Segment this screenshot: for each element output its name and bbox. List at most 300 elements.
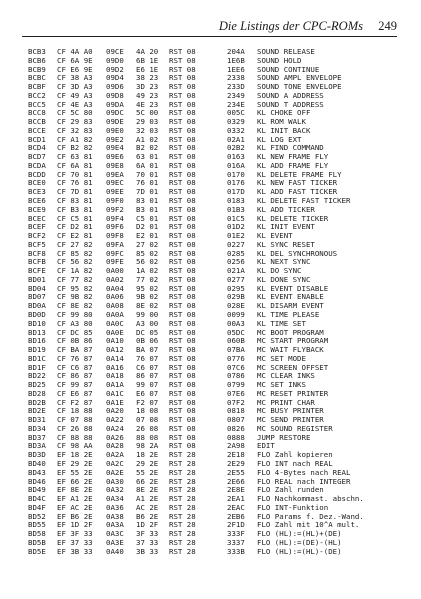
row-table-address: 09F8 — [106, 231, 124, 241]
row-table-address: 0A0E — [106, 327, 124, 337]
row-table-address: 0A1C — [106, 388, 124, 398]
row-table-bytes: BA 07 — [136, 345, 159, 355]
row-address: BCBF — [28, 82, 46, 92]
row-target-address: 1E6B — [227, 55, 245, 65]
row-address: BCE6 — [28, 196, 46, 206]
row-bytes: CF 63 81 — [57, 152, 93, 162]
row-target-address: 0163 — [227, 152, 245, 162]
row-bytes: CF 6A 81 — [57, 160, 93, 170]
row-target-address: 0295 — [227, 283, 245, 293]
row-table-address: 0A1E — [106, 397, 124, 407]
row-target-address: 0818 — [227, 406, 245, 416]
row-table-bytes: B6 2E — [136, 511, 159, 521]
row-address: BD58 — [28, 529, 46, 539]
row-table-bytes: 66 2E — [136, 476, 159, 486]
row-address: BCCB — [28, 117, 46, 127]
row-target-address: 07C6 — [227, 362, 245, 372]
row-description: KL TIME PLEASE — [257, 309, 320, 319]
row-table-address: 09FC — [106, 248, 124, 258]
row-description: MC WAIT FLYBACK — [257, 345, 324, 355]
row-bytes: CF F2 87 — [57, 397, 93, 407]
row-address: BD0A — [28, 301, 46, 311]
row-table-bytes: 56 02 — [136, 257, 159, 267]
row-opcode: RST 08 — [169, 266, 196, 276]
row-table-bytes: C5 01 — [136, 213, 159, 223]
row-address: BD43 — [28, 467, 46, 477]
row-address: BCF5 — [28, 239, 46, 249]
row-bytes: CF 99 80 — [57, 309, 93, 319]
page-header — [22, 14, 397, 37]
row-table-address: 0A2E — [106, 467, 124, 477]
row-table-bytes: 07 08 — [136, 415, 159, 425]
row-address: BD37 — [28, 432, 46, 442]
row-table-bytes: 29 03 — [136, 117, 159, 127]
row-target-address: 333F — [227, 529, 245, 539]
row-address: BD5B — [28, 537, 46, 547]
row-table-bytes: 3D 23 — [136, 82, 159, 92]
row-table-bytes: 27 02 — [136, 239, 159, 249]
row-description: KL LOG EXT — [257, 134, 302, 144]
row-target-address: 0826 — [227, 423, 245, 433]
row-target-address: 02A1 — [227, 134, 245, 144]
row-opcode: RST 08 — [169, 371, 196, 381]
row-description: EDIT — [257, 441, 275, 451]
row-target-address: 01D2 — [227, 222, 245, 232]
row-target-address: 0332 — [227, 125, 245, 135]
row-address: BCF8 — [28, 248, 46, 258]
row-description: MC BOOT PROGRAM — [257, 327, 324, 337]
row-description: KL ADD FRAME FLY — [257, 160, 329, 170]
row-bytes: CF 70 81 — [57, 169, 93, 179]
row-opcode: RST 08 — [169, 388, 196, 398]
row-target-address: 07BA — [227, 345, 245, 355]
row-description: MC SET MODE — [257, 353, 306, 363]
row-opcode: RST 08 — [169, 99, 196, 109]
row-target-address: 060B — [227, 336, 245, 346]
row-table-bytes: E6 07 — [136, 388, 159, 398]
row-bytes: CF 1A 82 — [57, 266, 93, 276]
row-address: BD34 — [28, 423, 46, 433]
row-opcode: RST 08 — [169, 55, 196, 65]
row-bytes: CF 77 82 — [57, 274, 93, 284]
row-opcode: RST 08 — [169, 432, 196, 442]
row-table-bytes: 5C 00 — [136, 108, 159, 118]
row-description: KL NEW FAST TICKER — [257, 178, 338, 188]
row-opcode: RST 08 — [169, 73, 196, 83]
row-bytes: CF 38 A3 — [57, 73, 93, 83]
row-table-address: 09D6 — [106, 82, 124, 92]
row-address: BCFE — [28, 266, 46, 276]
row-opcode: RST 08 — [169, 64, 196, 74]
row-table-bytes: 85 02 — [136, 248, 159, 258]
row-table-bytes: E6 1E — [136, 64, 159, 74]
row-table-bytes: 8E 2E — [136, 485, 159, 495]
row-description: MC SOUND REGISTER — [257, 423, 333, 433]
row-table-address: 09E0 — [106, 125, 124, 135]
row-target-address: 2EAC — [227, 502, 245, 512]
row-table-bytes: 83 01 — [136, 196, 159, 206]
row-target-address: 0277 — [227, 274, 245, 284]
row-target-address: 01E2 — [227, 231, 245, 241]
row-opcode: RST 08 — [169, 178, 196, 188]
row-table-address: 0A32 — [106, 485, 124, 495]
row-table-bytes: 3B 33 — [136, 546, 159, 556]
row-opcode: RST 08 — [169, 274, 196, 284]
row-description: MC SCREEN OFFSET — [257, 362, 329, 372]
row-target-address: 021A — [227, 266, 245, 276]
row-opcode: RST 08 — [169, 231, 196, 241]
row-table-bytes: AC 2E — [136, 502, 159, 512]
row-opcode: RST 08 — [169, 117, 196, 127]
row-opcode: RST 28 — [169, 458, 196, 468]
row-table-address: 09D8 — [106, 90, 124, 100]
row-description: FLO INT nach REAL — [257, 458, 333, 468]
row-bytes: EF 66 2E — [57, 476, 93, 486]
row-opcode: RST 08 — [169, 125, 196, 135]
row-address: BD2B — [28, 397, 46, 407]
row-table-bytes: 99 07 — [136, 380, 159, 390]
row-table-bytes: 4E 23 — [136, 99, 159, 109]
row-target-address: 016A — [227, 160, 245, 170]
row-description: MC PRINT CHAR — [257, 397, 315, 407]
row-opcode: RST 08 — [169, 82, 196, 92]
row-bytes: EF 55 2E — [57, 467, 93, 477]
row-table-address: 0A30 — [106, 476, 124, 486]
row-description: KL DISARM EVENT — [257, 301, 324, 311]
row-target-address: 005C — [227, 108, 245, 118]
row-bytes: CF 26 88 — [57, 423, 93, 433]
row-bytes: EF 8E 2E — [57, 485, 93, 495]
row-address: BD4C — [28, 494, 46, 504]
row-table-address: 09DE — [106, 117, 124, 127]
row-description: SOUND TONE ENVELOPE — [257, 82, 342, 92]
row-bytes: CF 5C 80 — [57, 108, 93, 118]
row-target-address: 0786 — [227, 371, 245, 381]
row-table-address: 0A08 — [106, 301, 124, 311]
row-table-bytes: 8E 02 — [136, 301, 159, 311]
row-description: SOUND T ADDRESS — [257, 99, 324, 109]
row-address: BD2E — [28, 406, 46, 416]
row-opcode: RST 08 — [169, 353, 196, 363]
row-target-address: 2A98 — [227, 441, 245, 451]
row-table-bytes: E2 01 — [136, 231, 159, 241]
row-target-address: 234E — [227, 99, 245, 109]
row-opcode: RST 08 — [169, 336, 196, 346]
row-table-address: 09D0 — [106, 55, 124, 65]
row-target-address: 2E8E — [227, 485, 245, 495]
row-table-bytes: 37 33 — [136, 537, 159, 547]
row-target-address: 2338 — [227, 73, 245, 83]
row-table-bytes: 77 02 — [136, 274, 159, 284]
row-target-address: 2E55 — [227, 467, 245, 477]
row-table-bytes: 1D 2F — [136, 520, 159, 530]
row-bytes: CF 85 82 — [57, 248, 93, 258]
row-opcode: RST 08 — [169, 196, 196, 206]
row-opcode: RST 28 — [169, 529, 196, 539]
row-opcode: RST 08 — [169, 222, 196, 232]
row-address: BD46 — [28, 476, 46, 486]
row-target-address: 2E66 — [227, 476, 245, 486]
row-table-bytes: 63 01 — [136, 152, 159, 162]
row-bytes: CF 4A A0 — [57, 47, 93, 56]
row-address: BCF2 — [28, 231, 46, 241]
row-table-bytes: 29 2E — [136, 458, 159, 468]
row-opcode: RST 08 — [169, 441, 196, 451]
row-address: BD3A — [28, 441, 46, 451]
row-bytes: EF A1 2E — [57, 494, 93, 504]
row-opcode: RST 08 — [169, 397, 196, 407]
row-table-address: 09DC — [106, 108, 124, 118]
row-table-address: 0A0C — [106, 318, 124, 328]
row-bytes: CF 6A 9E — [57, 55, 93, 65]
row-table-bytes: 3F 33 — [136, 529, 159, 539]
row-address: BD04 — [28, 283, 46, 293]
row-table-address: 0A20 — [106, 406, 124, 416]
row-description: FLO REAL nach INTEGER — [257, 476, 351, 486]
row-table-address: 09F6 — [106, 222, 124, 232]
row-address: BCE3 — [28, 187, 46, 197]
row-table-address: 0A16 — [106, 362, 124, 372]
row-bytes: EF 3B 33 — [57, 546, 93, 556]
row-opcode: RST 08 — [169, 301, 196, 311]
row-bytes: CF A1 82 — [57, 134, 93, 144]
row-table-address: 0A24 — [106, 423, 124, 433]
row-address: BD01 — [28, 274, 46, 284]
row-table-address: 0A12 — [106, 345, 124, 355]
row-address: BD40 — [28, 458, 46, 468]
row-description: KL ADD FAST TICKER — [257, 187, 338, 197]
row-bytes: CF C5 81 — [57, 213, 93, 223]
row-address: BD31 — [28, 415, 46, 425]
row-opcode: RST 08 — [169, 204, 196, 214]
row-description: MC SET INKS — [257, 380, 306, 390]
row-description: MC START PROGRAM — [257, 336, 329, 346]
row-table-address: 0A26 — [106, 432, 124, 442]
row-description: KL TIME SET — [257, 318, 306, 328]
row-opcode: RST 28 — [169, 502, 196, 512]
row-bytes: CF 86 87 — [57, 371, 93, 381]
row-description: KL NEXT SYNC — [257, 257, 311, 267]
row-address: BD16 — [28, 336, 46, 346]
row-target-address: 1EE6 — [227, 64, 245, 74]
row-bytes: CF 76 87 — [57, 353, 93, 363]
row-target-address: 07F2 — [227, 397, 245, 407]
row-target-address: 00A3 — [227, 318, 245, 328]
row-table-bytes: 4A 20 — [136, 47, 159, 56]
row-bytes: CF 88 88 — [57, 432, 93, 442]
row-opcode: RST 28 — [169, 546, 196, 556]
row-bytes: CF 8E 82 — [57, 301, 93, 311]
row-bytes: CF E6 9E — [57, 64, 93, 74]
row-opcode: RST 08 — [169, 239, 196, 249]
row-target-address: 2EB6 — [227, 511, 245, 521]
row-table-address: 0A22 — [106, 415, 124, 425]
row-description: KL NEW FRAME FLY — [257, 152, 329, 162]
row-table-bytes: A3 00 — [136, 318, 159, 328]
row-target-address: 0256 — [227, 257, 245, 267]
row-target-address: 028E — [227, 301, 245, 311]
row-address: BD49 — [28, 485, 46, 495]
row-opcode: RST 08 — [169, 213, 196, 223]
row-table-address: 09E8 — [106, 160, 124, 170]
page-number: 249 — [378, 19, 397, 33]
row-bytes: EF 29 2E — [57, 458, 93, 468]
row-bytes: CF 4E A3 — [57, 99, 93, 109]
row-address: BD1C — [28, 353, 46, 363]
row-opcode: RST 08 — [169, 143, 196, 153]
row-address: BCDD — [28, 169, 46, 179]
row-target-address: 0888 — [227, 432, 245, 442]
row-table-bytes: 95 02 — [136, 283, 159, 293]
row-target-address: 233D — [227, 82, 245, 92]
row-target-address: 02B2 — [227, 143, 245, 153]
row-bytes: CF 07 88 — [57, 415, 93, 425]
row-opcode: RST 08 — [169, 169, 196, 179]
row-bytes: CF 27 82 — [57, 239, 93, 249]
row-description: KL ROM WALK — [257, 117, 306, 127]
row-table-bytes: 6A 01 — [136, 160, 159, 170]
row-description: KL DELETE TICKER — [257, 213, 329, 223]
row-table-bytes: 38 23 — [136, 73, 159, 83]
row-table-address: 09D2 — [106, 64, 124, 74]
row-bytes: EF 3F 33 — [57, 529, 93, 539]
row-opcode: RST 08 — [169, 152, 196, 162]
row-bytes: CF A3 80 — [57, 318, 93, 328]
row-address: BD10 — [28, 318, 46, 328]
row-target-address: 0329 — [227, 117, 245, 127]
row-description: KL INIT BACK — [257, 125, 311, 135]
row-table-address: 09E2 — [106, 134, 124, 144]
row-table-address: 0A14 — [106, 353, 124, 363]
row-target-address: 2EA1 — [227, 494, 245, 504]
row-table-bytes: 26 08 — [136, 423, 159, 433]
row-bytes: EF 37 33 — [57, 537, 93, 547]
row-table-address: 09FE — [106, 257, 124, 267]
row-description: SOUND CONTINUE — [257, 64, 320, 74]
row-table-address: 0A2C — [106, 458, 124, 468]
row-address: BCD1 — [28, 134, 46, 144]
row-bytes: CF E2 81 — [57, 231, 93, 241]
row-description: KL DELETE FAST TICKER — [257, 196, 351, 206]
row-address: BCC8 — [28, 108, 46, 118]
row-bytes: CF 0B 86 — [57, 336, 93, 346]
row-address: BCB6 — [28, 55, 46, 65]
row-table-address: 09CE — [106, 47, 124, 56]
row-opcode: RST 08 — [169, 380, 196, 390]
row-bytes: CF B2 82 — [57, 143, 93, 153]
row-address: BCEF — [28, 222, 46, 232]
row-table-bytes: 9B 02 — [136, 292, 159, 302]
row-table-address: 0A36 — [106, 502, 124, 512]
row-table-address: 0A06 — [106, 292, 124, 302]
row-description: KL ADD TICKER — [257, 204, 315, 214]
row-table-bytes: DC 05 — [136, 327, 159, 337]
row-target-address: 0170 — [227, 169, 245, 179]
row-target-address: 0183 — [227, 196, 245, 206]
row-table-address: 09DA — [106, 99, 124, 109]
row-opcode: RST 08 — [169, 318, 196, 328]
row-target-address: 3337 — [227, 537, 245, 547]
row-description: JUMP RESTORE — [257, 432, 311, 442]
row-table-bytes: C6 07 — [136, 362, 159, 372]
row-description: KL CHOKE OFF — [257, 108, 311, 118]
row-bytes: CF 32 83 — [57, 125, 93, 135]
row-description: MC SEND PRINTER — [257, 415, 324, 425]
row-address: BD13 — [28, 327, 46, 337]
row-address: BCEC — [28, 213, 46, 223]
row-table-address: 09F0 — [106, 196, 124, 206]
row-table-bytes: 55 2E — [136, 467, 159, 477]
row-description: FLO (HL):=(DE)-(HL) — [257, 537, 342, 547]
row-description: FLO Zahl kopieren — [257, 450, 333, 460]
row-bytes: CF 29 83 — [57, 117, 93, 127]
row-table-address: 0A3A — [106, 520, 124, 530]
row-opcode: RST 08 — [169, 309, 196, 319]
row-table-address: 09EE — [106, 187, 124, 197]
row-description: FLO (HL):=(HL)-(DE) — [257, 546, 342, 556]
row-opcode: RST 08 — [169, 47, 196, 56]
row-address: BD3D — [28, 450, 46, 460]
row-bytes: CF 49 A3 — [57, 90, 93, 100]
row-address: BCCE — [28, 125, 46, 135]
row-table-address: 0A1A — [106, 380, 124, 390]
row-address: BCFB — [28, 257, 46, 267]
row-table-address: 0A10 — [106, 336, 124, 346]
row-bytes: CF 56 82 — [57, 257, 93, 267]
row-table-address: 0A40 — [106, 546, 124, 556]
row-description: KL EVENT — [257, 231, 293, 241]
row-address: BCB3 — [28, 47, 46, 56]
row-table-address: 09F4 — [106, 213, 124, 223]
row-table-address: 0A04 — [106, 283, 124, 293]
row-table-address: 09FA — [106, 239, 124, 249]
row-description: KL FIND COMMAND — [257, 143, 324, 153]
row-target-address: 0776 — [227, 353, 245, 363]
row-table-address: 0A3C — [106, 529, 124, 539]
row-address: BCD4 — [28, 143, 46, 153]
row-table-address: 0A38 — [106, 511, 124, 521]
row-opcode: RST 08 — [169, 248, 196, 258]
row-bytes: CF 99 87 — [57, 380, 93, 390]
row-bytes: EF 1D 2F — [57, 520, 93, 530]
row-opcode: RST 28 — [169, 476, 196, 486]
row-address: BD28 — [28, 388, 46, 398]
row-bytes: CF BA 87 — [57, 345, 93, 355]
row-bytes: CF 76 81 — [57, 178, 93, 188]
row-address: BD25 — [28, 380, 46, 390]
row-table-address: 09EC — [106, 178, 124, 188]
row-address: BD55 — [28, 520, 46, 530]
row-address: BCE9 — [28, 204, 46, 214]
row-target-address: 333B — [227, 546, 245, 556]
row-table-address: 0A28 — [106, 441, 124, 451]
row-address: BCE0 — [28, 178, 46, 188]
row-address: BD52 — [28, 511, 46, 521]
row-description: KL SYNC RESET — [257, 239, 315, 249]
row-table-bytes: 76 01 — [136, 178, 159, 188]
row-description: KL INIT EVENT — [257, 222, 315, 232]
row-table-address: 09E6 — [106, 152, 124, 162]
row-target-address: 2349 — [227, 90, 245, 100]
row-table-bytes: 99 00 — [136, 309, 159, 319]
row-opcode: RST 08 — [169, 345, 196, 355]
row-bytes: EF 18 2E — [57, 450, 93, 460]
row-table-address: 09EA — [106, 169, 124, 179]
row-description: SOUND RELEASE — [257, 47, 315, 56]
row-bytes: CF 98 AA — [57, 441, 93, 451]
row-description: SOUND HOLD — [257, 55, 302, 65]
row-bytes: CF C6 87 — [57, 362, 93, 372]
